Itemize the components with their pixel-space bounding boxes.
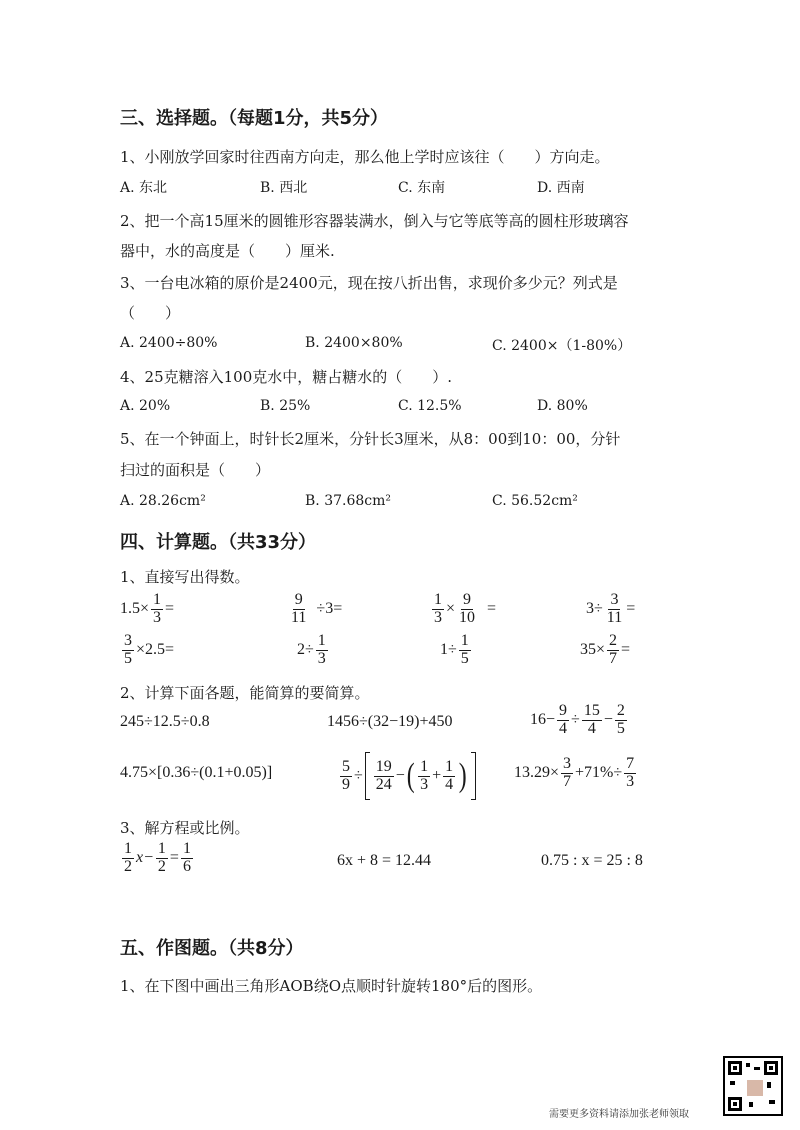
denominator: 7	[563, 772, 572, 790]
numerator: 19	[375, 757, 392, 775]
calc-expr-6	[514, 756, 638, 791]
numerator: 1	[157, 840, 166, 857]
expr-text: =	[626, 600, 636, 618]
operator: +71%÷	[575, 764, 623, 782]
fraction	[432, 592, 444, 627]
fraction	[316, 633, 328, 668]
oral-calc-1	[120, 592, 174, 627]
option-a: A. 28.26cm²	[120, 493, 206, 509]
option-b: B. 2400×80%	[305, 335, 403, 351]
numerator: 1	[420, 757, 429, 775]
fraction	[151, 592, 163, 627]
option-a: A. 20%	[120, 398, 171, 414]
numerator: 9	[463, 591, 472, 608]
qr-finder	[728, 1097, 742, 1111]
oral-calc-7	[440, 633, 473, 668]
option-b: B. 西北	[260, 180, 308, 196]
operator: ÷	[354, 767, 363, 784]
fraction	[557, 703, 569, 738]
expr-text: 13.29×	[514, 764, 560, 782]
numerator: 7	[626, 755, 635, 772]
numerator: 1	[153, 591, 162, 608]
option-c: C. 2400×（1-80%）	[492, 338, 632, 354]
fraction	[457, 592, 477, 627]
question-3-1: 1、小刚放学回家时往西南方向走，那么他上学时应该往（ ）方向走。	[120, 148, 610, 166]
denominator: 10	[459, 608, 476, 626]
denominator: 6	[182, 857, 191, 875]
fraction	[418, 759, 430, 794]
denominator: 4	[587, 719, 596, 737]
oral-calc-3	[430, 592, 496, 627]
oral-calc-2	[287, 592, 342, 627]
left-paren: (	[406, 757, 415, 794]
expr-text: 3÷	[586, 600, 603, 618]
option-d: D. 西南	[537, 180, 585, 196]
numerator: 3	[610, 591, 619, 608]
denominator: 3	[317, 649, 326, 667]
denominator: 4	[559, 719, 568, 737]
fraction	[582, 703, 602, 738]
part-1-heading: 1、直接写出得数。	[120, 568, 250, 586]
question-5-1: 1、在下图中画出三角形AOB绕O点顺时针旋转180°后的图形。	[120, 977, 543, 995]
fraction	[605, 592, 624, 627]
fraction	[122, 841, 134, 876]
option-c: C. 56.52cm²	[492, 493, 578, 509]
denominator: 5	[460, 649, 469, 667]
qr-finder	[728, 1061, 742, 1075]
qr-module	[769, 1100, 775, 1104]
qr-module	[767, 1082, 771, 1088]
option-b: B. 37.68cm²	[305, 493, 391, 509]
fraction	[122, 633, 134, 668]
operator: ÷	[571, 711, 580, 729]
denominator: 5	[124, 649, 132, 667]
operator: −	[395, 767, 405, 784]
numerator: 2	[609, 632, 618, 649]
option-b: B. 25%	[260, 398, 311, 414]
equation-3: 0.75 : x = 25 : 8	[541, 852, 643, 869]
footer-note: 需要更多资料请添加张老师领取	[549, 1109, 689, 1120]
oral-calc-8	[580, 633, 630, 668]
option-a: A. 2400÷80%	[120, 335, 218, 351]
option-d: D. 80%	[537, 398, 588, 414]
qr-module	[749, 1102, 753, 1107]
fraction	[374, 759, 394, 794]
question-3-2-line1: 2、把一个高15厘米的圆锥形容器装满水，倒入与它等底等高的圆柱形玻璃容	[120, 212, 629, 230]
denominator: 3	[434, 608, 442, 626]
qr-module	[746, 1063, 750, 1067]
numerator: 3	[563, 755, 572, 772]
denominator: 7	[609, 649, 618, 667]
denominator: 5	[616, 719, 625, 737]
numerator: 1	[460, 632, 469, 649]
qr-code-icon	[723, 1056, 783, 1116]
denominator: 11	[606, 608, 623, 626]
section-3-title: 三、选择题。（每题1分，共5分）	[120, 108, 389, 129]
oral-calc-5	[120, 633, 174, 668]
operator: ×	[446, 600, 456, 618]
part-3-heading: 3、解方程或比例。	[120, 819, 250, 837]
calc-expr-3	[530, 703, 629, 738]
expr-text: 1÷	[440, 641, 457, 659]
numerator: 1	[434, 591, 442, 608]
denominator: 3	[626, 772, 635, 790]
fraction	[607, 633, 619, 668]
expr-text: =	[487, 600, 497, 618]
fraction	[624, 756, 636, 791]
fraction	[443, 759, 455, 794]
denominator: 9	[342, 775, 350, 793]
fraction	[289, 592, 308, 627]
expr-text: =	[165, 600, 175, 618]
numerator: 9	[294, 591, 303, 608]
fraction	[181, 841, 193, 876]
oral-calc-6	[297, 633, 330, 668]
option-c: C. 东南	[398, 180, 446, 196]
denominator: 3	[153, 608, 162, 626]
fraction	[156, 841, 168, 876]
numerator: 9	[559, 702, 568, 719]
qr-module	[730, 1081, 735, 1085]
numerator: 5	[342, 757, 350, 775]
question-3-3-line2: （ ）	[120, 304, 181, 322]
calc-expr-2: 1456÷(32−19)+450	[327, 713, 453, 730]
question-3-3-line1: 3、一台电冰箱的原价是2400元，现在按八折出售，求现价多少元？列式是	[120, 274, 618, 292]
expr-text: ÷3=	[316, 600, 343, 618]
oral-calc-4	[586, 592, 635, 627]
expr-text: =	[621, 641, 631, 659]
question-3-5-line1: 5、在一个钟面上，时针长2厘米，分针长3厘米，从8：00到10：00，分针	[120, 430, 621, 448]
fraction	[459, 633, 471, 668]
fraction	[615, 703, 627, 738]
fraction	[561, 756, 573, 791]
expr-text: 1.5×	[120, 600, 150, 618]
calc-expr-4: 4.75×[0.36÷(0.1+0.05)]	[120, 764, 273, 781]
numerator: 1	[182, 840, 191, 857]
variable-term: x−	[136, 849, 154, 867]
operator: −	[603, 711, 613, 729]
denominator: 11	[291, 608, 307, 626]
expr-text: 35×	[580, 641, 606, 659]
denominator: 2	[157, 857, 166, 875]
numerator: 3	[124, 632, 132, 649]
equation-1	[120, 841, 195, 876]
question-3-2-line2: 器中，水的高度是（ ）厘米.	[120, 242, 335, 260]
qr-module	[754, 1067, 760, 1070]
part-2-heading: 2、计算下面各题，能简算的要简算。	[120, 684, 370, 702]
numerator: 1	[317, 632, 326, 649]
question-3-5-line2: 扫过的面积是（ ）	[120, 461, 271, 479]
right-paren: )	[458, 757, 467, 794]
numerator: 15	[583, 702, 600, 719]
numerator: 1	[445, 757, 454, 775]
denominator: 3	[420, 775, 429, 793]
expr-text: ×2.5=	[136, 641, 175, 659]
expr-text: 2÷	[297, 641, 314, 659]
right-bracket	[471, 752, 476, 800]
avatar	[746, 1079, 764, 1097]
section-5-title: 五、作图题。（共8分）	[120, 938, 304, 959]
fraction	[340, 759, 352, 794]
option-c: C. 12.5%	[398, 398, 462, 414]
numerator: 1	[124, 840, 132, 857]
denominator: 24	[375, 775, 392, 793]
expr-text: 16−	[530, 711, 556, 729]
calc-expr-5	[338, 752, 478, 800]
option-a: A. 东北	[120, 180, 168, 196]
section-4-title: 四、计算题。（共33分）	[120, 532, 317, 553]
question-3-4: 4、25克糖溶入100克水中，糖占糖水的（ ）.	[120, 368, 453, 386]
denominator: 4	[445, 775, 454, 793]
calc-expr-1: 245÷12.5÷0.8	[120, 713, 210, 730]
operator: +	[432, 767, 442, 784]
equation-2: 6x + 8 = 12.44	[337, 852, 432, 869]
equals-sign: =	[169, 849, 179, 867]
qr-finder	[764, 1061, 778, 1075]
numerator: 2	[616, 702, 625, 719]
denominator: 2	[124, 857, 132, 875]
left-bracket	[365, 752, 370, 800]
